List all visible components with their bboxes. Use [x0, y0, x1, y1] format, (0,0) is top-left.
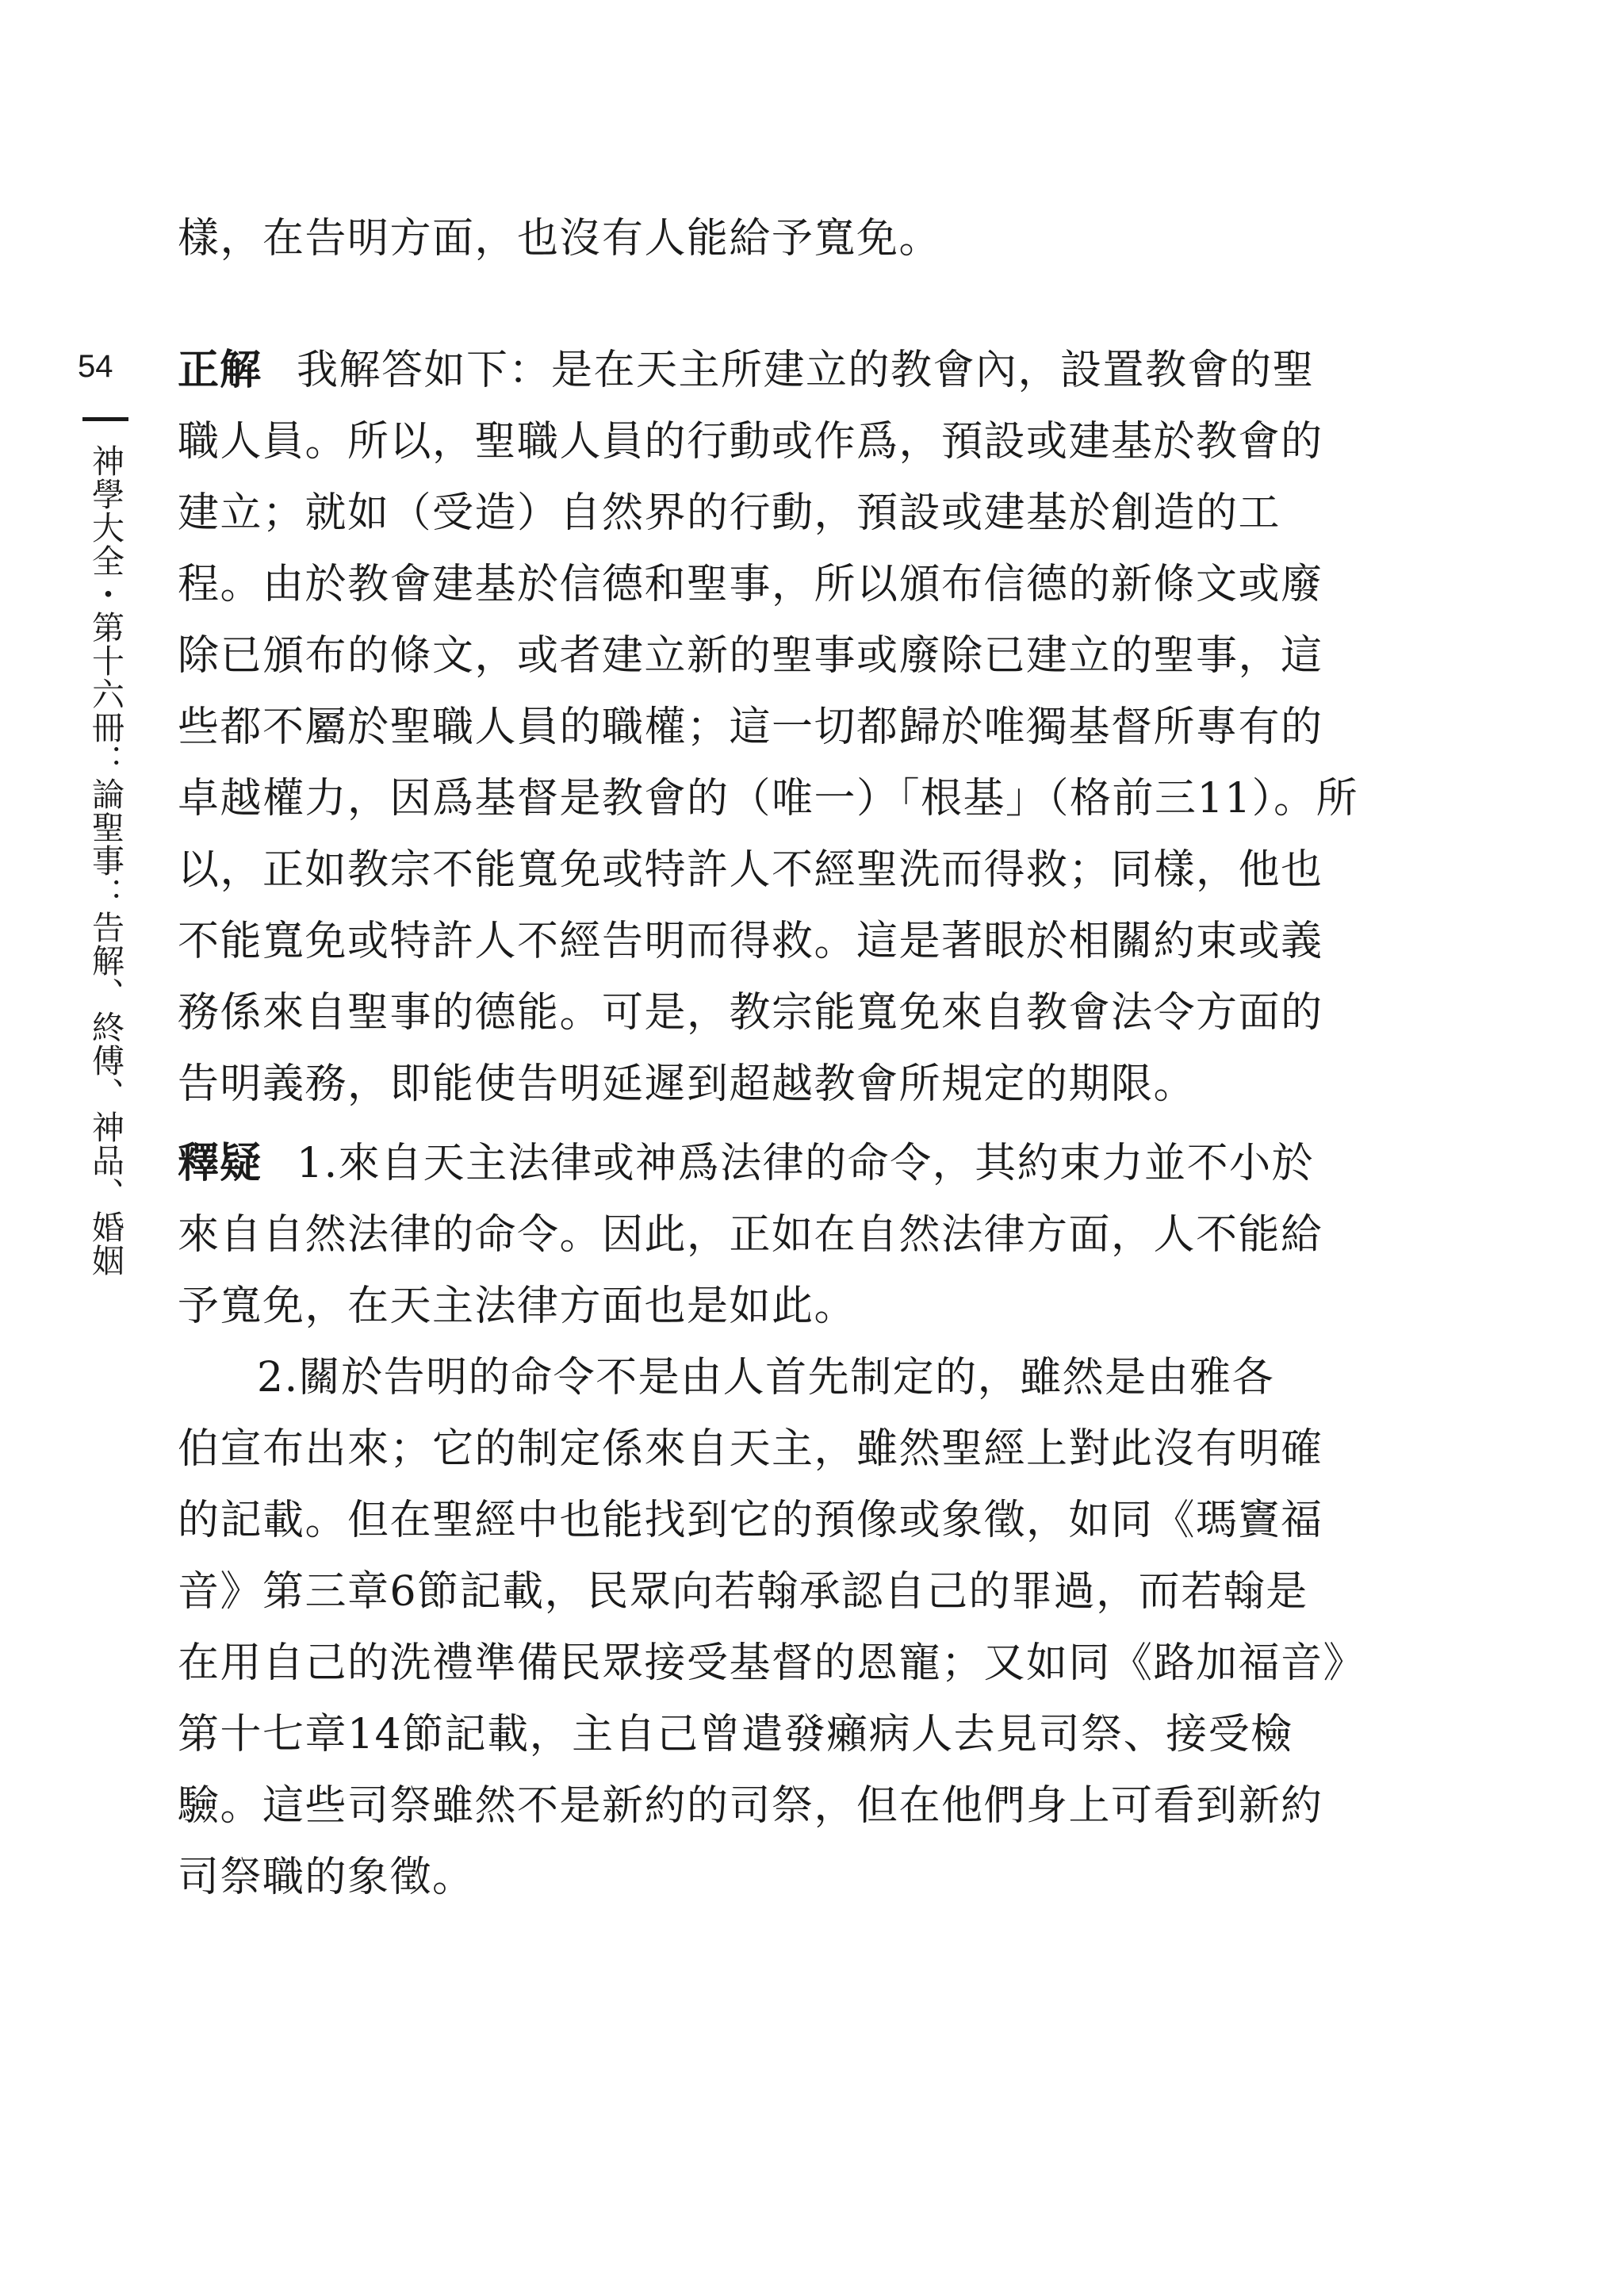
text-line: 予寬免，在天主法律方面也是如此。	[178, 1283, 857, 1330]
text-line: 以，正如教宗不能寬免或特許人不經聖洗而得救；同樣，他也	[178, 846, 1323, 894]
running-head-vertical: 神學大全・第十六冊：論聖事：告解、終傅、神品、婚姻	[86, 444, 124, 1277]
text-line: 不能寬免或特許人不經告明而得救。這是著眼於相關約束或義	[178, 918, 1323, 965]
reply-first-line: 我解答如下：是在天主所建立的教會內，設置教會的聖	[297, 347, 1316, 394]
doubt-2-first-line: 2.關於告明的命令不是由人首先制定的，雖然是由雅各	[257, 1354, 1275, 1401]
text-line: 的記載。但在聖經中也能找到它的預像或象徵，如同《瑪竇福	[178, 1497, 1323, 1544]
text-line: 些都不屬於聖職人員的職權；這一切都歸於唯獨基督所專有的	[178, 704, 1323, 751]
text-line: 務係來自聖事的德能。可是，教宗能寬免來自教會法令方面的	[178, 989, 1323, 1037]
text-line: 卓越權力，因爲基督是教會的（唯一）「根基」（格前三11）。所	[178, 775, 1359, 822]
text-line: 來自自然法律的命令。因此，正如在自然法律方面，人不能給	[178, 1211, 1323, 1259]
doubt-1-first-line: 1.來自天主法律或神爲法律的命令，其約束力並不小於	[297, 1140, 1315, 1187]
opening-paragraph	[178, 203, 1312, 274]
text-line: 在用自己的洗禮準備民眾接受基督的恩寵；又如同《路加福音》	[178, 1639, 1366, 1687]
text-line: 樣，在告明方面，也沒有人能給予寬免。	[178, 215, 942, 263]
doubts-label: 釋疑	[178, 1140, 262, 1187]
doubts-section	[178, 1128, 1366, 1913]
text-line: 職人員。所以，聖職人員的行動或作爲，預設或建基於教會的	[178, 418, 1323, 466]
text-line	[178, 335, 1316, 406]
text-line: 伯宣布出來；它的制定係來自天主，雖然聖經上對此沒有明確	[178, 1425, 1323, 1473]
text-line	[178, 1128, 1315, 1199]
page-number: 54	[78, 349, 113, 384]
text-line: 建立；就如（受造）自然界的行動，預設或建基於創造的工	[178, 489, 1281, 537]
text-line: 司祭職的象徵。	[178, 1854, 475, 1901]
page-number-rule	[82, 417, 128, 421]
text-line: 第十七章14節記載，主自己曾遣發癩病人去見司祭、接受檢	[178, 1711, 1293, 1758]
text-line: 驗。這些司祭雖然不是新約的司祭，但在他們身上可看到新約	[178, 1782, 1323, 1830]
reply-label: 正解	[178, 347, 262, 394]
reply-section	[178, 335, 1359, 1120]
text-line: 程。由於教會建基於信德和聖事，所以頒布信德的新條文或廢	[178, 561, 1323, 608]
text-line: 音》第三章6節記載，民眾向若翰承認自己的罪過，而若翰是	[178, 1568, 1308, 1616]
text-line: 除已頒布的條文，或者建立新的聖事或廢除已建立的聖事，這	[178, 632, 1323, 680]
text-line: 告明義務，即能使告明延遲到超越教會所規定的期限。	[178, 1060, 1197, 1108]
